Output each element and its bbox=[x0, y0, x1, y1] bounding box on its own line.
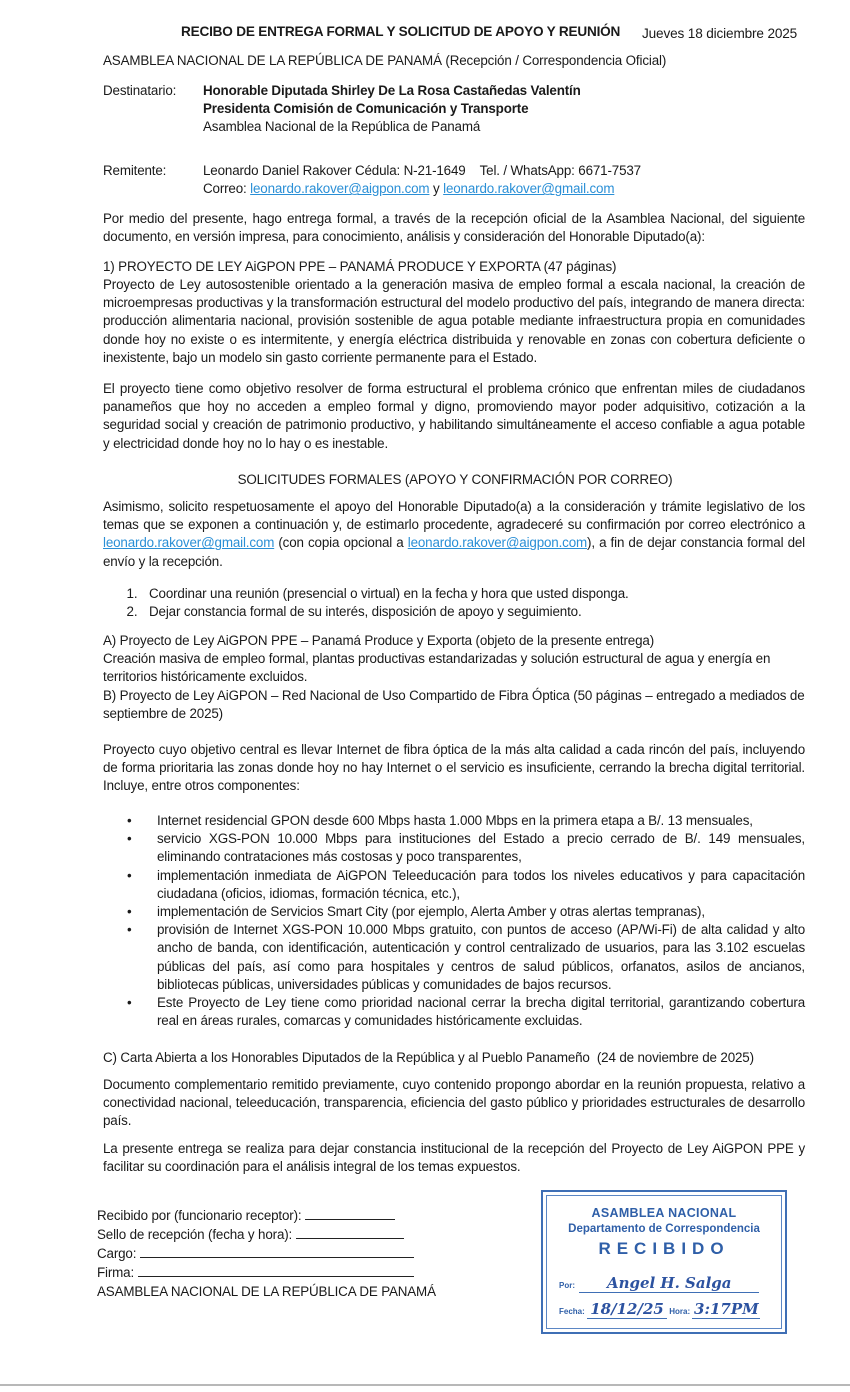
received-by-line[interactable] bbox=[305, 1206, 395, 1220]
sectionC-heading: C) Carta Abierta a los Honorables Diputados de la República y al Pueblo Panameño (24 de noviembre de 2025) bbox=[103, 1050, 754, 1065]
closing-paragraph: La presente entrega se realiza para dejar constancia institucional de la recepción del Proyecto de Ley AiGPON PPE y facilitar su coordinación para el análisis integral de los temas expuestos. bbox=[103, 1141, 805, 1175]
recipient-org: Asamblea Nacional de la República de Panamá bbox=[203, 119, 481, 135]
seal-label: Sello de recepción (fecha y hora): bbox=[97, 1227, 293, 1242]
sectionC-body: Documento complementario remitido previamente, cuyo contenido propongo abordar en la reunión propuesta, relativo a conectividad nacional, teleeducación, transparencia, eficiencia del gasto público y prioridades estructurales de desarrollo país. bbox=[103, 1077, 805, 1129]
email-link-copy[interactable]: leonardo.rakover@aigpon.com bbox=[407, 535, 588, 551]
recipient-block bbox=[103, 82, 803, 137]
email-link-main[interactable]: leonardo.rakover@gmail.com bbox=[103, 535, 275, 551]
component-text: Internet residencial GPON desde 600 Mbps hasta 1.000 Mbps en la primera etapa a B/. 13 mensuales, bbox=[157, 813, 753, 828]
sender-label: Remitente: bbox=[103, 163, 167, 178]
bullet-icon: • bbox=[127, 995, 132, 1011]
email-link-aigpon[interactable]: leonardo.rakover@aigpon.com bbox=[250, 181, 430, 197]
stamp-received: RECIBIDO bbox=[598, 1239, 730, 1258]
bullet-icon: • bbox=[127, 813, 132, 828]
recipient-role: Presidenta Comisión de Comunicación y Transporte bbox=[203, 101, 529, 117]
component-text: Este Proyecto de Ley tiene como prioridad nacional cerrar la brecha digital territorial, garantizando cobertura real en áreas rurales, comarcas y comunidades históricamente excluidas. bbox=[157, 995, 805, 1029]
stamp-por-signature: Angel H. Salga bbox=[606, 1274, 732, 1292]
sender-details: Leonardo Daniel Rakover Cédula: N-21-1649 Tel. / WhatsApp: 6671-7537 bbox=[203, 163, 641, 178]
firma-field bbox=[97, 1263, 437, 1282]
sender-block bbox=[103, 162, 803, 198]
cargo-line[interactable] bbox=[140, 1244, 414, 1258]
recipient-name: Honorable Diputada Shirley De La Rosa Castañedas Valentín bbox=[203, 83, 581, 98]
stamp-fecha-value: 18/12/25 bbox=[590, 1300, 664, 1318]
email-prefix: Correo: bbox=[203, 181, 251, 197]
component-text: provisión de Internet XGS-PON 10.000 Mbps gratuito, con puntos de acceso (AP/Wi-Fi) de alta calidad y alto ancho de banda, con identificación, autenticación y control centralizado de usuarios, para las 3.102 escuelas públicas del país, así como para hospitales y centros de salud públicos, orfanatos, asilos de ancianos, bibliotecas públicas, universidades públicas y comunidades de bajos recursos. bbox=[157, 922, 805, 992]
component-item bbox=[127, 921, 805, 994]
component-text: implementación de Servicios Smart City (por ejemplo, Alerta Amber y otras alertas tempranas), bbox=[157, 904, 705, 920]
bullet-icon: • bbox=[127, 867, 132, 883]
institution-line: ASAMBLEA NACIONAL DE LA REPÚBLICA DE PANAMÁ (Recepción / Correspondencia Oficial) bbox=[103, 53, 667, 68]
stamp-hora-label: Hora: bbox=[669, 1307, 691, 1316]
sectionA-heading: A) Proyecto de Ley AiGPON PPE – Panamá Produce y Exporta (objeto de la presente entrega) bbox=[103, 633, 655, 648]
cargo-field bbox=[97, 1244, 437, 1263]
requests-body-part3: ), a fin de dejar constancia formal del envío y la recepción. bbox=[103, 535, 805, 569]
document-date: Jueves 18 diciembre 2025 bbox=[642, 26, 798, 41]
recipient-label: Destinatario: bbox=[103, 83, 177, 98]
email-join: y bbox=[429, 181, 444, 197]
stamp-department: Departamento de Correspondencia bbox=[568, 1223, 760, 1235]
sectionB-components bbox=[103, 812, 805, 1030]
component-item bbox=[127, 812, 805, 830]
request-item: 2. Dejar constancia formal de su interés, disposición de apoyo y seguimiento. bbox=[141, 603, 805, 621]
stamp-fecha-label: Fecha: bbox=[559, 1307, 585, 1316]
signature-institution: ASAMBLEA NACIONAL DE LA REPÚBLICA DE PANAMÁ bbox=[97, 1284, 436, 1299]
sectionA-body: Creación masiva de empleo formal, plantas productivas estandarizadas y solución estructural de agua y energía en territorios históricamente excluidos. bbox=[103, 651, 771, 685]
signature-block bbox=[97, 1206, 437, 1301]
component-item bbox=[127, 867, 805, 903]
component-item bbox=[127, 830, 805, 866]
requests-body bbox=[103, 498, 805, 571]
bullet-icon: • bbox=[127, 831, 132, 847]
component-item bbox=[127, 994, 805, 1030]
bullet-icon: • bbox=[127, 904, 132, 920]
component-text: implementación inmediata de AiGPON Teleeducación para todos los niveles educativos y para capacitación ciudadana (oficios, idiomas, formación técnica, etc.), bbox=[157, 867, 805, 901]
intro-paragraph: Por medio del presente, hago entrega formal, a través de la recepción oficial de la Asamblea Nacional, del siguiente documento, en versión impresa, para conocimiento, análisis y consideración del Honorable Diputado(a): bbox=[103, 211, 805, 245]
page-bottom-edge bbox=[0, 1384, 850, 1386]
project1-body: Proyecto de Ley autosostenible orientado a la generación masiva de empleo formal a escala nacional, la creación de microempresas productivas y la transformación estructural del modelo productivo del país, integrando de manera directa: producción alimentaria nacional, provisión sostenible de agua potable mediante infraestructura propia en comunidades donde hoy no existe o es intermitente, y energía eléctrica distribuida y renovable en zonas con cobertura deficiente o inexistente, bajo un modelo sin gasto corriente permanente para el Estado. bbox=[103, 277, 805, 365]
requests-body-part1: Asimismo, solicito respetuosamente el apoyo del Honorable Diputado(a) a la consideración y trámite legislativo de los temas que se exponen a continuación y, de estimarlo procedente, agradeceré su confirmación por correo electrónico a bbox=[103, 499, 805, 533]
received-by-label: Recibido por (funcionario receptor): bbox=[97, 1208, 302, 1223]
seal-line[interactable] bbox=[296, 1225, 404, 1239]
stamp-por-label: Por: bbox=[559, 1281, 575, 1290]
sender-emails bbox=[203, 180, 641, 198]
stamp-hora-value: 3:17PM bbox=[694, 1300, 759, 1318]
stamp-fecha-row bbox=[559, 1300, 769, 1319]
requests-heading: SOLICITUDES FORMALES (APOYO Y CONFIRMACIÓN POR CORREO) bbox=[237, 472, 673, 487]
project1-objective: El proyecto tiene como objetivo resolver de forma estructural el problema crónico que enfrentan miles de ciudadanos panameños que hoy no acceden a empleo formal y digno, promoviendo mayor poder adquisitivo, cotización a la seguridad social y creación de patrimonio productivo, y habilitando simultáneamente el acceso confiable a agua potable y electricidad donde hoy no lo hay o es inestable. bbox=[103, 381, 805, 451]
sectionB-body: Proyecto cuyo objetivo central es llevar Internet de fibra óptica de la más alta calidad a cada rincón del país, incluyendo de forma prioritaria las zonas donde hoy no hay Internet o el servicio es insuficiente, cerrando la brecha digital territorial. Incluye, entre otros componentes: bbox=[103, 742, 805, 794]
request-item: 1. Coordinar una reunión (presencial o virtual) en la fecha y hora que usted disponga. bbox=[141, 585, 805, 603]
email-link-gmail[interactable]: leonardo.rakover@gmail.com bbox=[443, 181, 615, 197]
firma-label: Firma: bbox=[97, 1265, 135, 1280]
cargo-label: Cargo: bbox=[97, 1246, 137, 1261]
stamp-institution: ASAMBLEA NACIONAL bbox=[591, 1206, 737, 1220]
received-by-field bbox=[97, 1206, 437, 1225]
component-item bbox=[127, 903, 805, 921]
seal-field bbox=[97, 1225, 437, 1244]
stamp-por-row bbox=[559, 1274, 769, 1293]
document-title: RECIBO DE ENTREGA FORMAL Y SOLICITUD DE APOYO Y REUNIÓN bbox=[181, 24, 621, 39]
reception-stamp bbox=[541, 1190, 787, 1334]
sectionB-heading: B) Proyecto de Ley AiGPON – Red Nacional de Uso Compartido de Fibra Óptica (50 páginas – entregado a mediados de septiembre de 2025) bbox=[103, 688, 805, 722]
requests-list bbox=[103, 585, 805, 621]
project1-heading: 1) PROYECTO DE LEY AiGPON PPE – PANAMÁ PRODUCE Y EXPORTA (47 páginas) bbox=[103, 259, 617, 274]
bullet-icon: • bbox=[127, 922, 132, 938]
component-text: servicio XGS-PON 10.000 Mbps para instituciones del Estado a precio cerrado de B/. 149 mensuales, eliminando contrataciones más costosas y poco transparentes, bbox=[157, 831, 805, 865]
requests-body-part2: (con copia opcional a bbox=[274, 535, 408, 551]
firma-line[interactable] bbox=[138, 1263, 414, 1277]
